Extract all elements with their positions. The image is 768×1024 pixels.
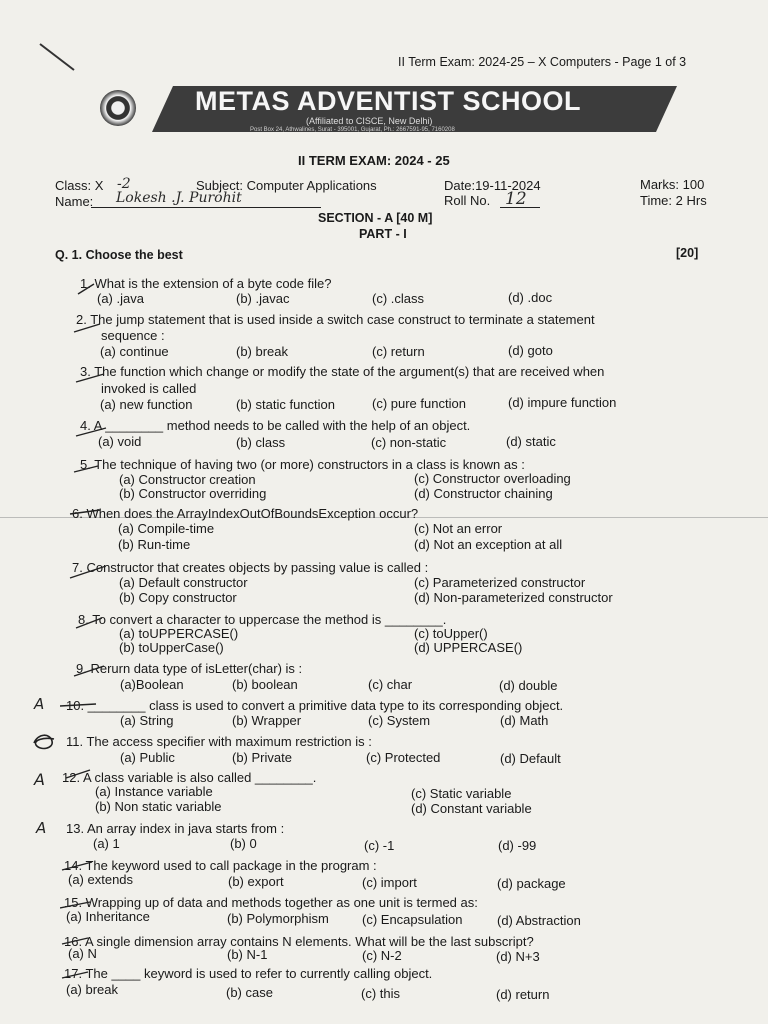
exam-title: II TERM EXAM: 2024 - 25 <box>298 153 450 168</box>
question-17: 17. The ____ keyword is used to refer to currently calling object. <box>64 966 433 981</box>
question-13: 13. An array index in java starts from : <box>66 821 285 836</box>
q9-option-c: (c) char <box>368 677 413 692</box>
class-label: Class: X <box>55 178 104 193</box>
q11-option-c: (c) Protected <box>366 750 441 765</box>
q8-option-b: (b) toUpperCase() <box>119 640 224 655</box>
q3-option-d: (d) impure function <box>508 395 617 410</box>
question-14: 14. The keyword used to call package in the program : <box>64 858 377 873</box>
question-3: 3. The function which change or modify the state of the argument(s) that are received when <box>80 364 605 379</box>
pen-stroke-mark <box>38 40 78 75</box>
q15-option-d: (d) Abstraction <box>497 913 581 928</box>
question-15: 15. Wrapping up of data and methods together as one unit is termed as: <box>64 895 478 910</box>
q17-option-c: (c) this <box>361 986 400 1001</box>
q11-option-a: (a) Public <box>120 750 175 765</box>
q16-option-d: (d) N+3 <box>496 949 540 964</box>
student-name-handwritten: Lokesh .J. Purohit <box>116 190 242 206</box>
q17-option-b: (b) case <box>226 985 273 1000</box>
page-reference: II Term Exam: 2024-25 – X Computers - Page 1 of 3 <box>398 55 687 69</box>
q2-option-c: (c) return <box>372 344 425 359</box>
q10-option-c: (c) System <box>368 713 431 728</box>
q2-option-d: (d) goto <box>508 343 553 358</box>
q8-option-a: (a) toUPPERCASE() <box>119 626 239 641</box>
name-underline <box>91 207 321 208</box>
q14-option-b: (b) export <box>228 874 284 889</box>
q4-option-d: (d) static <box>506 434 556 449</box>
q9-option-a: (a)Boolean <box>120 677 184 692</box>
q15-option-b: (b) Polymorphism <box>227 911 329 926</box>
q7-option-a: (a) Default constructor <box>119 575 248 590</box>
school-address: Post Box 24, Athwalines, Surat - 395001, Gujarat, Ph.: 2667591-95, 7160208 <box>250 127 455 133</box>
q16-option-a: (a) N <box>68 946 97 961</box>
q3-option-c: (c) pure function <box>372 396 466 411</box>
q16-option-b: (b) N-1 <box>227 947 268 962</box>
exam-date: Date:19-11-2024 <box>444 178 541 193</box>
q2-option-b: (b) break <box>236 344 289 359</box>
q17-option-d: (d) return <box>496 987 550 1002</box>
question-heading: Q. 1. Choose the best <box>55 248 183 262</box>
question-4: 4. A ________ method needs to be called with the help of an object. <box>80 418 471 433</box>
q15-option-c: (c) Encapsulation <box>362 912 463 927</box>
scribble-mark-q11 <box>30 731 58 753</box>
question-10: 10. ________ class is used to convert a primitive data type to its corresponding object. <box>66 698 564 713</box>
q10-option-b: (b) Wrapper <box>232 713 302 728</box>
q6-option-d: (d) Not an exception at all <box>414 537 563 552</box>
q12-option-c: (c) Static variable <box>411 786 512 801</box>
q17-option-a: (a) break <box>66 982 119 997</box>
annotation-mark-q12: A <box>34 770 45 789</box>
school-name: METAS ADVENTIST SCHOOL <box>195 86 582 116</box>
school-affiliation: (Affiliated to CISCE, New Delhi) <box>306 116 433 126</box>
q16-option-c: (c) N-2 <box>362 948 402 963</box>
part-title: PART - I <box>359 227 407 241</box>
q11-option-d: (d) Default <box>500 751 561 766</box>
roll-value-handwritten: 12 <box>505 189 527 209</box>
q1-option-b: (b) .javac <box>236 291 290 306</box>
q8-option-d: (d) UPPERCASE() <box>414 640 523 655</box>
q5-option-c: (c) Constructor overloading <box>414 471 571 486</box>
question-6: 6. When does the ArrayIndexOutOfBoundsException occur? <box>72 506 419 521</box>
question-1: 1. What is the extension of a byte code file? <box>80 276 332 291</box>
section-title: SECTION - A [40 M] <box>318 211 433 225</box>
q5-option-d: (d) Constructor chaining <box>414 486 553 501</box>
q14-option-d: (d) package <box>497 876 566 891</box>
q3-option-a: (a) new function <box>100 397 193 412</box>
q15-option-a: (a) Inheritance <box>66 909 150 924</box>
question-7: 7. Constructor that creates objects by passing value is called : <box>72 560 429 575</box>
question-5: 5. The technique of having two (or more) constructors in a class is known as : <box>80 457 525 472</box>
q1-option-a: (a) .java <box>97 291 144 306</box>
q6-option-b: (b) Run-time <box>118 537 191 552</box>
q1-option-c: (c) .class <box>372 291 424 306</box>
q8-option-c: (c) toUpper() <box>414 626 488 641</box>
q12-option-d: (d) Constant variable <box>411 801 532 816</box>
q6-option-a: (a) Compile-time <box>118 521 215 536</box>
q3-option-b: (b) static function <box>236 397 335 412</box>
q6-option-c: (c) Not an error <box>414 521 503 536</box>
total-marks: Marks: 100 <box>640 177 705 192</box>
q10-option-d: (d) Math <box>500 713 549 728</box>
annotation-mark-q10: A <box>34 695 45 713</box>
q12-option-b: (b) Non static variable <box>95 799 222 814</box>
q14-option-c: (c) import <box>362 875 417 890</box>
question-8: 8. To convert a character to uppercase the method is ________. <box>78 612 447 627</box>
q4-option-b: (b) class <box>236 435 286 450</box>
subject-label: Subject: Computer Applications <box>196 178 377 193</box>
q13-option-b: (b) 0 <box>230 836 257 851</box>
q1-option-d: (d) .doc <box>508 290 553 305</box>
q12-option-a: (a) Instance variable <box>95 784 213 799</box>
q13-option-c: (c) -1 <box>364 838 395 853</box>
q9-option-d: (d) double <box>499 678 558 693</box>
question-12: 12. A class variable is also called ________. <box>62 770 317 785</box>
q7-option-c: (c) Parameterized constructor <box>414 575 586 590</box>
question-2-continued: sequence : <box>101 328 165 343</box>
exam-time: Time: 2 Hrs <box>640 193 707 208</box>
question-9: 9. Rerurn data type of isLetter(char) is : <box>76 661 303 676</box>
q5-option-a: (a) Constructor creation <box>119 472 256 487</box>
q7-option-d: (d) Non-parameterized constructor <box>414 590 613 605</box>
school-logo-icon <box>100 90 136 126</box>
q2-option-a: (a) continue <box>100 344 169 359</box>
class-value-handwritten: -2 <box>117 176 131 192</box>
q4-option-c: (c) non-static <box>371 435 447 450</box>
q13-option-d: (d) -99 <box>498 838 537 853</box>
annotation-mark-q13: A <box>36 819 47 837</box>
q4-option-a: (a) void <box>98 434 142 449</box>
pen-tick-marks <box>60 270 120 990</box>
q14-option-a: (a) extends <box>68 872 134 887</box>
q11-option-b: (b) Private <box>232 750 292 765</box>
q9-option-b: (b) boolean <box>232 677 298 692</box>
name-label: Name: <box>55 194 94 209</box>
question-marks: [20] <box>676 246 699 260</box>
q7-option-b: (b) Copy constructor <box>119 590 237 605</box>
q10-option-a: (a) String <box>120 713 174 728</box>
q13-option-a: (a) 1 <box>93 836 120 851</box>
question-11: 11. The access specifier with maximum restriction is : <box>66 734 372 749</box>
question-3-continued: invoked is called <box>101 381 197 396</box>
roll-label: Roll No. <box>444 193 491 208</box>
question-2: 2. The jump statement that is used inside a switch case construct to terminate a statement <box>76 312 595 327</box>
question-16: 16. A single dimension array contains N elements. What will be the last subscript? <box>64 934 534 949</box>
q5-option-b: (b) Constructor overriding <box>119 486 267 501</box>
